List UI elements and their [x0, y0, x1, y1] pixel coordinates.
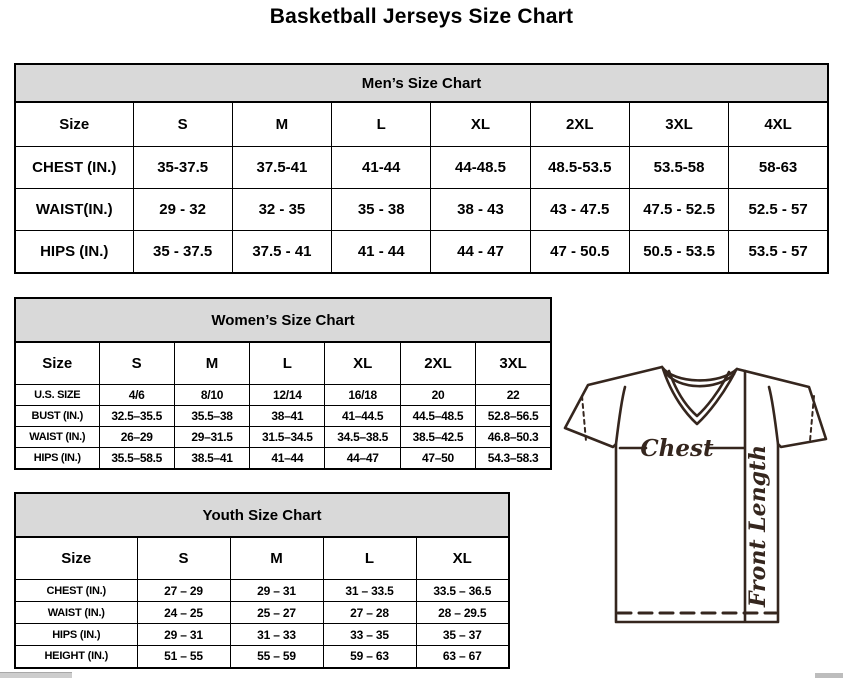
- size-cell: 29 – 31: [230, 580, 323, 602]
- size-cell: 47 - 50.5: [530, 231, 629, 273]
- row-label: BUST (IN.): [15, 406, 99, 427]
- size-cell: 35 - 37.5: [133, 231, 232, 273]
- size-cell: 20: [400, 385, 475, 406]
- table-row: [15, 646, 509, 668]
- size-cell: 12/14: [250, 385, 325, 406]
- horizontal-scrollbar-thumb-right[interactable]: [815, 673, 843, 678]
- column-header: 2XL: [530, 102, 629, 147]
- horizontal-scrollbar-thumb-left[interactable]: [0, 672, 72, 678]
- size-cell: 52.5 - 57: [729, 189, 828, 231]
- chest-measure-label: Chest: [640, 435, 714, 462]
- size-cell: 27 – 28: [323, 602, 416, 624]
- size-cell: 35-37.5: [133, 147, 232, 189]
- size-cell: 31 – 33: [230, 624, 323, 646]
- size-cell: 53.5 - 57: [729, 231, 828, 273]
- table-row: [15, 189, 828, 231]
- size-cell: 29–31.5: [174, 427, 249, 448]
- size-table: [14, 492, 510, 669]
- size-cell: 44-48.5: [431, 147, 530, 189]
- row-label: HIPS (IN.): [15, 231, 133, 273]
- mens-size-chart-table: [14, 63, 829, 274]
- front-length-measure-label: Front Length: [745, 444, 771, 608]
- size-cell: 54.3–58.3: [476, 448, 551, 469]
- right-sleeve-seam: [769, 387, 778, 444]
- row-label: WAIST (IN.): [15, 602, 137, 624]
- column-header: Size: [15, 342, 99, 385]
- size-cell: 24 – 25: [137, 602, 230, 624]
- size-cell: 8/10: [174, 385, 249, 406]
- size-cell: 51 – 55: [137, 646, 230, 668]
- column-header: L: [332, 102, 431, 147]
- table-row: [15, 385, 551, 406]
- column-header: 3XL: [476, 342, 551, 385]
- row-label: CHEST (IN.): [15, 580, 137, 602]
- size-table: [14, 63, 829, 274]
- size-cell: 29 – 31: [137, 624, 230, 646]
- youth-size-chart-table: [14, 492, 510, 669]
- size-cell: 38 - 43: [431, 189, 530, 231]
- size-cell: 32 - 35: [232, 189, 331, 231]
- size-cell: 35.5–38: [174, 406, 249, 427]
- table-row: [15, 406, 551, 427]
- size-cell: 25 – 27: [230, 602, 323, 624]
- size-cell: 26–29: [99, 427, 174, 448]
- column-header: L: [323, 537, 416, 580]
- table-title: Men’s Size Chart: [15, 64, 828, 102]
- size-cell: 44 - 47: [431, 231, 530, 273]
- size-cell: 53.5-58: [629, 147, 728, 189]
- size-cell: 33 – 35: [323, 624, 416, 646]
- size-cell: 55 – 59: [230, 646, 323, 668]
- size-table: [14, 297, 552, 470]
- size-cell: 38.5–42.5: [400, 427, 475, 448]
- size-cell: 41-44: [332, 147, 431, 189]
- table-row: [15, 624, 509, 646]
- column-header: Size: [15, 102, 133, 147]
- size-cell: 50.5 - 53.5: [629, 231, 728, 273]
- table-row: [15, 602, 509, 624]
- column-header: L: [250, 342, 325, 385]
- row-label: HIPS (IN.): [15, 448, 99, 469]
- size-cell: 58-63: [729, 147, 828, 189]
- size-cell: 47.5 - 52.5: [629, 189, 728, 231]
- table-row: [15, 147, 828, 189]
- column-header: Size: [15, 537, 137, 580]
- size-cell: 38.5–41: [174, 448, 249, 469]
- size-cell: 35.5–58.5: [99, 448, 174, 469]
- size-cell: 41–44.5: [325, 406, 400, 427]
- size-cell: 41 - 44: [332, 231, 431, 273]
- table-row: [15, 231, 828, 273]
- row-label: HEIGHT (IN.): [15, 646, 137, 668]
- size-cell: 37.5 - 41: [232, 231, 331, 273]
- table-title: Youth Size Chart: [15, 493, 509, 537]
- table-row: [15, 427, 551, 448]
- size-cell: 31 – 33.5: [323, 580, 416, 602]
- left-sleeve-seam: [616, 387, 625, 444]
- size-cell: 4/6: [99, 385, 174, 406]
- size-cell: 16/18: [325, 385, 400, 406]
- row-label: WAIST (IN.): [15, 427, 99, 448]
- size-cell: 41–44: [250, 448, 325, 469]
- size-cell: 48.5-53.5: [530, 147, 629, 189]
- jersey-measurement-diagram: [556, 356, 840, 646]
- size-cell: 38–41: [250, 406, 325, 427]
- size-cell: 32.5–35.5: [99, 406, 174, 427]
- column-header: M: [232, 102, 331, 147]
- womens-size-chart-table: [14, 297, 552, 470]
- table-row: [15, 448, 551, 469]
- row-label: HIPS (IN.): [15, 624, 137, 646]
- column-header: XL: [416, 537, 509, 580]
- size-cell: 37.5-41: [232, 147, 331, 189]
- size-cell: 34.5–38.5: [325, 427, 400, 448]
- size-cell: 46.8–50.3: [476, 427, 551, 448]
- page-title: Basketball Jerseys Size Chart: [269, 5, 574, 28]
- column-header: XL: [325, 342, 400, 385]
- size-cell: 52.8–56.5: [476, 406, 551, 427]
- size-cell: 28 – 29.5: [416, 602, 509, 624]
- size-cell: 63 – 67: [416, 646, 509, 668]
- size-cell: 29 - 32: [133, 189, 232, 231]
- row-label: U.S. SIZE: [15, 385, 99, 406]
- size-cell: 22: [476, 385, 551, 406]
- size-cell: 31.5–34.5: [250, 427, 325, 448]
- column-header: S: [99, 342, 174, 385]
- size-cell: 35 – 37: [416, 624, 509, 646]
- size-cell: 33.5 – 36.5: [416, 580, 509, 602]
- column-header: S: [137, 537, 230, 580]
- column-header: M: [174, 342, 249, 385]
- table-title: Women’s Size Chart: [15, 298, 551, 342]
- size-cell: 44.5–48.5: [400, 406, 475, 427]
- size-cell: 35 - 38: [332, 189, 431, 231]
- size-cell: 44–47: [325, 448, 400, 469]
- column-header: XL: [431, 102, 530, 147]
- column-header: 3XL: [629, 102, 728, 147]
- table-row: [15, 580, 509, 602]
- column-header: S: [133, 102, 232, 147]
- column-header: 4XL: [729, 102, 828, 147]
- row-label: CHEST (IN.): [15, 147, 133, 189]
- column-header: 2XL: [400, 342, 475, 385]
- jersey-outline: [565, 367, 826, 622]
- size-cell: 59 – 63: [323, 646, 416, 668]
- size-cell: 27 – 29: [137, 580, 230, 602]
- size-cell: 47–50: [400, 448, 475, 469]
- column-header: M: [230, 537, 323, 580]
- size-cell: 43 - 47.5: [530, 189, 629, 231]
- row-label: WAIST(IN.): [15, 189, 133, 231]
